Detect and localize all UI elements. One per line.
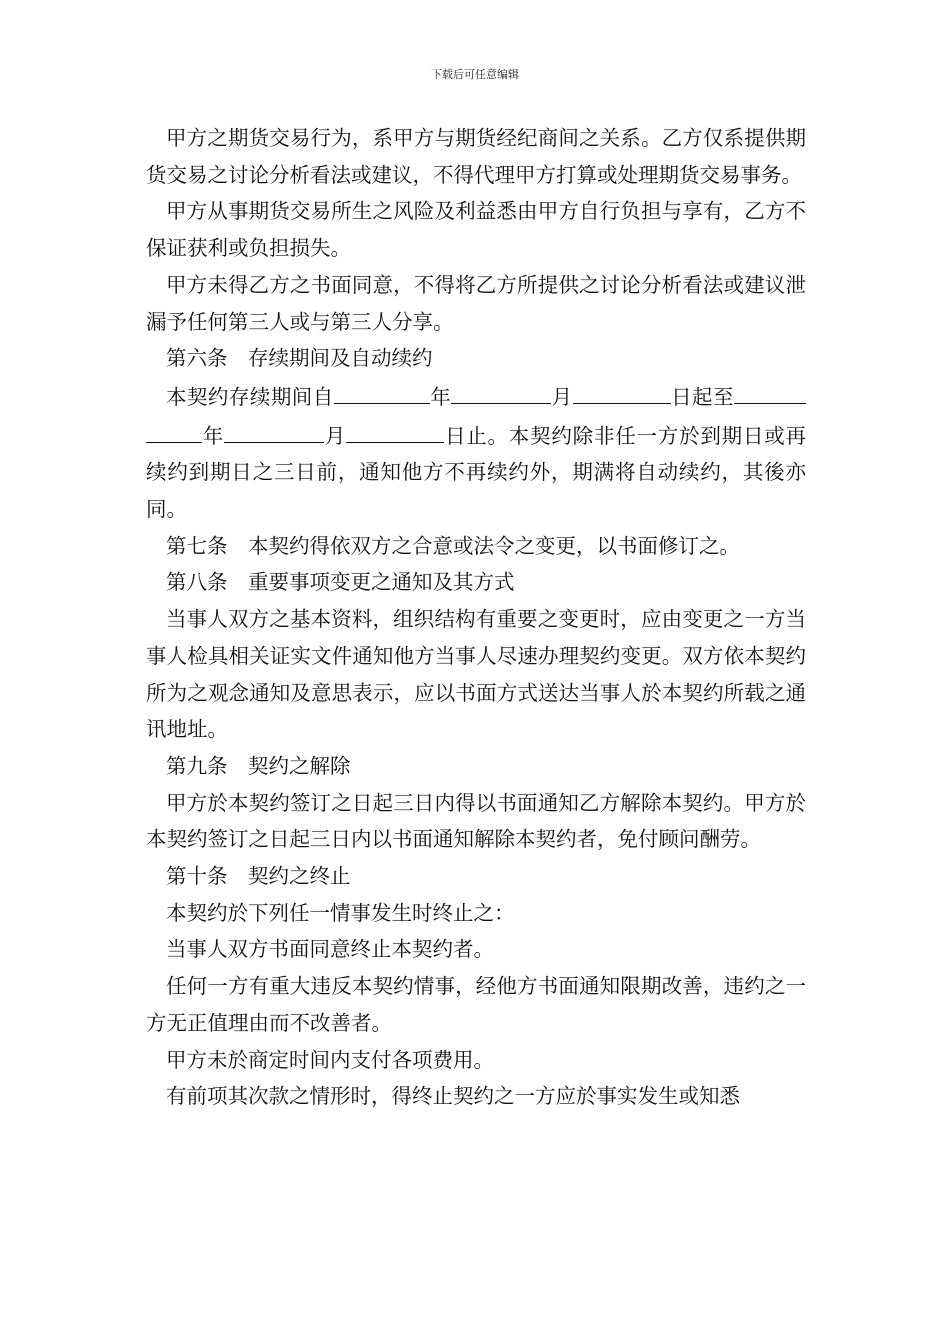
term-year-label: 年 [202,423,225,448]
paragraph: 甲方未於商定时间内支付各项费用。 [166,1047,494,1072]
paragraph: 本契约於下列任一情事发生时终止之： [166,900,515,925]
term-month-label: 月 [324,423,347,448]
paragraph: 甲方未得乙方之书面同意，不得将乙方所提供之讨论分析看法或建议泄漏予任何第三人或与第三人分享。 [146,272,806,334]
paragraph: 甲方从事期货交易所生之风险及利益悉由甲方自行负担与享有，乙方不保证获利或负担损失。 [146,199,806,261]
article-heading: 第六条 存续期间及自动续约 [166,346,433,371]
blank-end-day [346,416,444,443]
paragraph: 任何一方有重大违反本契约情事，经他方书面通知限期改善，违约之一方无正值理由而不改善者。 [146,974,806,1035]
term-rest: 日止。本契约除非任一方於到期日或再续约到期日之三日前，通知他方不再续约外，期满将自动续约，其後亦同。 [146,423,807,522]
article-heading: 第七条 本契约得依双方之合意或法令之变更，以书面修订之。 [166,533,740,558]
paragraph: 甲方之期货交易行为，系甲方与期货经纪商间之关系。乙方仅系提供期货交易之讨论分析看法或建议，不得代理甲方打算或处理期货交易事务。 [146,126,806,187]
document-body [146,120,806,1115]
article-heading: 第九条 契约之解除 [166,753,351,778]
paragraph: 有前项其次款之情形时，得终止契约之一方应於事实发生或知悉 [166,1084,740,1109]
term-from-day-label: 日起至 [670,384,734,409]
term-lead: 本契约存续期间自 [166,384,334,409]
paragraph: 当事人双方书面同意终止本契约者。 [166,937,494,962]
term-month-label: 月 [551,384,573,409]
page-header: 下载后可任意编辑 [431,68,519,81]
term-paragraph [146,377,806,528]
blank-start-year [334,377,430,404]
term-year-label: 年 [429,384,452,409]
blank-start-day [573,377,671,404]
blank-start-month [451,377,551,404]
blank-end-year-b [146,416,202,443]
paragraph: 当事人双方之基本资料，组织结构有重要之变更时，应由变更之一方当事人检具相关证实文件通知他方当事人尽速办理契约变更。双方依本契约所为之观念通知及意思表示，应以书面方式送达当事人於本契约所载之通讯地址。 [146,607,806,742]
blank-end-month [224,416,324,443]
article-heading: 第十条 契约之终止 [166,864,351,889]
blank-end-year-a [734,377,806,404]
article-heading: 第八条 重要事项变更之通知及其方式 [166,570,515,595]
paragraph: 甲方於本契约签订之日起三日内得以书面通知乙方解除本契约。甲方於本契约签订之日起三日内以书面通知解除本契约者，免付顾问酬劳。 [146,790,806,852]
